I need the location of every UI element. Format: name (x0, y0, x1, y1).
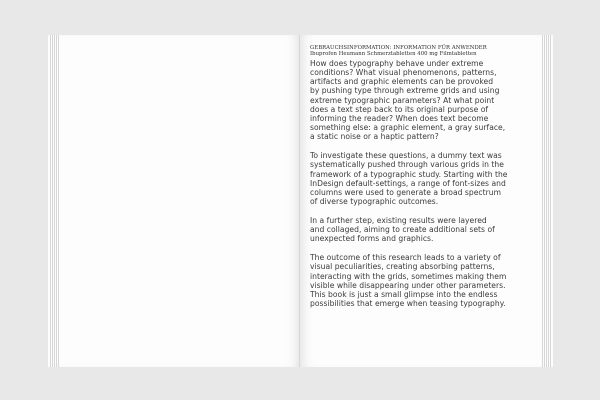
body-text (310, 59, 542, 309)
left-page-edges (48, 35, 60, 367)
paragraph-3: In a further step, existing results were layered and collaged, aiming to create additional sets of unexpected forms and graphics. (310, 216, 495, 244)
page-content (310, 45, 542, 318)
paragraph-2: To investigate these questions, a dummy text was systematically pushed through various grids in the framework of a typographic study. Starting with the InDesign default-settings, a range of font-sizes and columns were used to generate a broad spectrum of diverse typographic outcomes. (310, 151, 508, 207)
paragraph-4: The outcome of this research leads to a variety of visual peculiarities, creating absorbing patterns, interacting with the grids, sometimes making them visible while disappearing under other parameters. This book is just a small glimpse into the endless possibilities that emerge when teasing typography. (310, 253, 507, 309)
header-title: GEBRAUCHSINFORMATION: INFORMATION FÜR ANWENDER (310, 45, 487, 51)
header-subtitle: Ibuprofen Heumann Schmerztabletten 400 mg Filmtabletten (310, 51, 477, 58)
left-page (48, 35, 300, 367)
right-page-edges (541, 35, 553, 367)
open-book (48, 35, 553, 367)
paragraph-1: How does typography behave under extreme conditions? What visual phenomenons, patterns, artifacts and graphic elements can be provoked by pushing type through extreme grids and using extreme typographic parameters? At what point does a text step back to its original purpose of informing the reader? When does text become something else: a graphic element, a gray surface, a static noise or a haptic pattern? (310, 58, 506, 142)
